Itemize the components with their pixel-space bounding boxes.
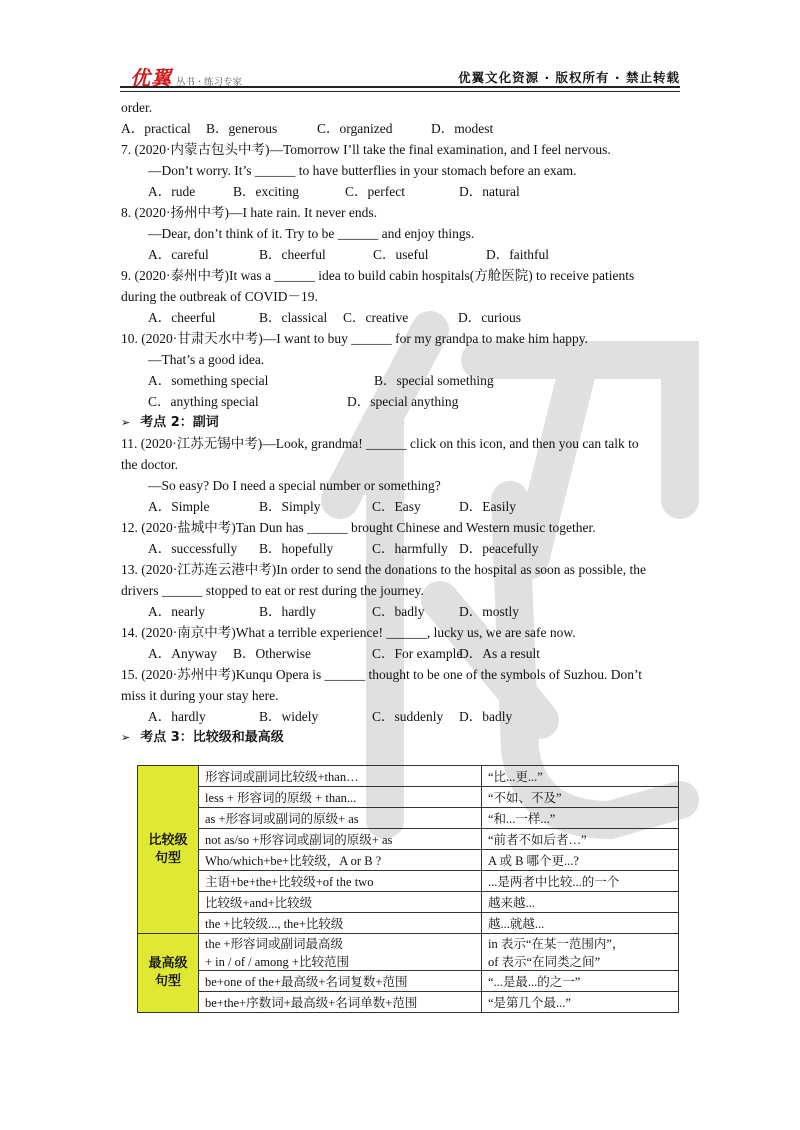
q6-tail: order. xyxy=(121,100,153,115)
meaning-cell: “前者不如后者…” xyxy=(482,829,679,850)
section-heading-comparison xyxy=(121,729,284,747)
pattern-cell: 主语+be+the+比较级+of the two xyxy=(199,871,482,892)
table-row xyxy=(138,787,679,808)
q13-option-d: D．mostly xyxy=(459,604,520,619)
page-header xyxy=(120,56,680,88)
pattern-cell: 比较级+and+比较级 xyxy=(199,892,482,913)
table-row xyxy=(138,913,679,934)
q15-line2: miss it during your stay here. xyxy=(121,688,279,703)
arrow-bullet-icon: ➢ xyxy=(121,731,131,744)
superlative-label-line1: 最高级 xyxy=(148,956,188,971)
q7-line2: —Don’t worry. It’s ______ to have butterflies in your stomach before an exam. xyxy=(148,163,577,178)
q13-option-b: B．hardly xyxy=(259,604,316,619)
q8-option-a: A．careful xyxy=(148,247,209,262)
header-rule xyxy=(120,86,680,88)
q6-option-b: B．generous xyxy=(206,121,278,136)
q12-stem: 12. (2020·盐城中考)Tan Dun has ______ brought Chinese and Western music together. xyxy=(121,520,596,535)
q13-line2: drivers ______ stopped to eat or rest during the journey. xyxy=(121,583,424,598)
q9-option-d: D．curious xyxy=(458,310,521,325)
q7-option-b: B．exciting xyxy=(233,184,299,199)
comparative-label-line1: 比较级 xyxy=(148,832,188,848)
q14-option-a: A．Anyway xyxy=(148,646,217,661)
meaning-cell: “比...更...” xyxy=(482,766,679,787)
q15-option-b: B．widely xyxy=(259,709,319,724)
pattern-cell: as +形容词或副词的原级+ as xyxy=(199,808,482,829)
q10-option-d: D．special anything xyxy=(347,394,459,409)
pattern-cell: Who/which+be+比较级，A or B ? xyxy=(199,850,482,871)
q14-stem: 14. (2020·南京中考)What a terrible experience! ______, lucky us, we are safe now. xyxy=(121,625,576,640)
pattern-cell xyxy=(199,934,482,971)
meaning-cell: ...是两者中比较...的一个 xyxy=(482,871,679,892)
logo-main: 优翼 xyxy=(130,66,172,90)
q10-option-b: B．special something xyxy=(374,373,494,388)
superlative-label-cell xyxy=(138,934,199,1013)
q11-option-d: D．Easily xyxy=(459,499,516,514)
section-heading-adverbs xyxy=(121,414,219,432)
q6-option-a: A．practical xyxy=(121,121,191,136)
meaning-cell: “不如、不及” xyxy=(482,787,679,808)
q9-line2: during the outbreak of COVID－19. xyxy=(121,289,318,304)
q9-option-a: A．cheerful xyxy=(148,310,216,325)
section2-title: 考点 2：副词 xyxy=(140,415,219,430)
q10-line2: —That’s a good idea. xyxy=(148,352,265,367)
pattern-cell: be+one of the+最高级+名词复数+范围 xyxy=(199,971,482,992)
q11-option-c: C．Easy xyxy=(372,499,421,514)
arrow-bullet-icon: ➢ xyxy=(121,416,131,429)
q9-stem: 9. (2020·泰州中考)It was a ______ idea to build cabin hospitals(方舱医院) to receive patients xyxy=(121,268,635,283)
q10-option-c: C．anything special xyxy=(148,394,259,409)
table-row xyxy=(138,892,679,913)
table-row xyxy=(138,829,679,850)
q12-option-b: B．hopefully xyxy=(259,541,334,556)
meaning-cell: A 或 B 哪个更...? xyxy=(482,850,679,871)
q7-option-a: A．rude xyxy=(148,184,196,199)
q13-option-a: A．nearly xyxy=(148,604,205,619)
comparison-grammar-table xyxy=(137,765,679,1013)
q12-option-d: D．peacefully xyxy=(459,541,539,556)
meaning-cell xyxy=(482,934,679,971)
q12-option-a: A．successfully xyxy=(148,541,238,556)
table-row xyxy=(138,808,679,829)
q15-option-a: A．hardly xyxy=(148,709,206,724)
q15-option-c: C．suddenly xyxy=(372,709,444,724)
q7-option-d: D．natural xyxy=(459,184,520,199)
pattern-line: + in / of / among +比较范围 xyxy=(205,955,349,969)
q14-option-d: D．As a result xyxy=(459,646,540,661)
meaning-cell: 越来越... xyxy=(482,892,679,913)
meaning-cell: 越...就越... xyxy=(482,913,679,934)
pattern-cell: not as/so +形容词或副词的原级+ as xyxy=(199,829,482,850)
q11-line3: —So easy? Do I need a special number or something? xyxy=(148,478,441,493)
q7-stem: 7. (2020·内蒙古包头中考)—Tomorrow I’ll take the final examination, and I feel nervous. xyxy=(121,142,611,157)
q13-option-c: C．badly xyxy=(372,604,425,619)
comparative-label-line2: 句型 xyxy=(154,850,181,866)
q14-option-b: B．Otherwise xyxy=(233,646,311,661)
q11-option-b: B．Simply xyxy=(259,499,321,514)
q13-stem: 13. (2020·江苏连云港中考)In order to send the donations to the hospital as soon as possible, the xyxy=(121,562,646,577)
meaning-line: of 表示“在同类之间” xyxy=(488,955,601,969)
q8-stem: 8. (2020·扬州中考)—I hate rain. It never ends. xyxy=(121,205,378,220)
q8-option-c: C．useful xyxy=(373,247,429,262)
pattern-cell: less + 形容词的原级 + than... xyxy=(199,787,482,808)
header-rule-thin xyxy=(120,91,680,92)
q8-line2: —Dear, don’t think of it. Try to be ______ and enjoy things. xyxy=(148,226,475,241)
q6-option-c: C．organized xyxy=(317,121,393,136)
logo-sub: 丛书 · 练习专家 xyxy=(176,77,243,88)
q7-option-c: C．perfect xyxy=(345,184,405,199)
meaning-line: in 表示“在某一范围内”， xyxy=(488,937,625,951)
table-row xyxy=(138,992,679,1013)
meaning-cell: “和...一样...” xyxy=(482,808,679,829)
q15-stem: 15. (2020·苏州中考)Kunqu Opera is ______ thought to be one of the symbols of Suzhou. Don’t xyxy=(121,667,642,682)
q15-option-d: D．badly xyxy=(459,709,513,724)
q9-option-c: C．creative xyxy=(343,310,409,325)
meaning-cell: “是第几个最...” xyxy=(482,992,679,1013)
meaning-cell: “...是最...的之一” xyxy=(482,971,679,992)
superlative-label-line2: 句型 xyxy=(154,974,181,989)
q12-option-c: C．harmfully xyxy=(372,541,448,556)
pattern-cell: be+the+序数词+最高级+名词单数+范围 xyxy=(199,992,482,1013)
q8-option-d: D．faithful xyxy=(486,247,549,262)
copyright-notice: 优翼文化资源 · 版权所有 · 禁止转载 xyxy=(458,70,680,85)
q8-option-b: B．cheerful xyxy=(259,247,326,262)
q6-option-d: D．modest xyxy=(431,121,494,136)
table-row xyxy=(138,871,679,892)
q10-stem: 10. (2020·甘肃天水中考)—I want to buy ______ for my grandpa to make him happy. xyxy=(121,331,589,346)
q11-option-a: A．Simple xyxy=(148,499,210,514)
q10-option-a: A．something special xyxy=(148,373,269,388)
q14-option-c: C．For example xyxy=(372,646,463,661)
q11-stem: 11. (2020·江苏无锡中考)—Look, grandma! ______ click on this icon, and then you can talk to xyxy=(121,436,639,451)
table-row xyxy=(138,766,679,787)
section3-title: 考点 3：比较级和最高级 xyxy=(140,730,284,745)
table-row xyxy=(138,934,679,971)
pattern-cell: 形容词或副词比较级+than… xyxy=(199,766,482,787)
table-row xyxy=(138,971,679,992)
table-row xyxy=(138,850,679,871)
comparative-label-cell xyxy=(138,766,199,934)
pattern-cell: the +比较级..., the+比较级 xyxy=(199,913,482,934)
q9-option-b: B．classical xyxy=(259,310,328,325)
q11-line2: the doctor. xyxy=(121,457,178,472)
pattern-line: the +形容词或副词最高级 xyxy=(205,937,343,951)
